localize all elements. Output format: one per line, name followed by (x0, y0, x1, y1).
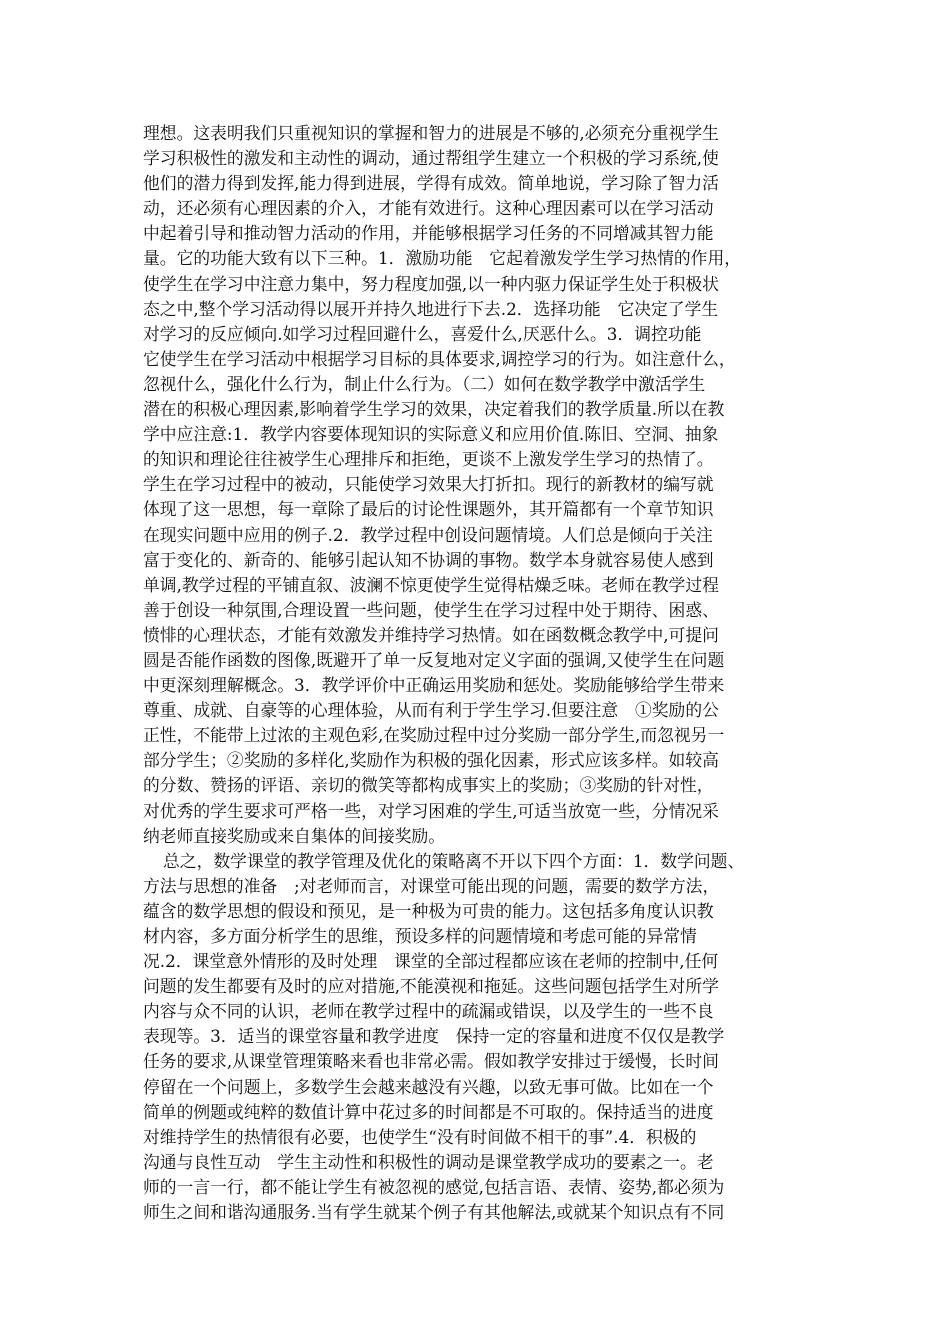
text-line: 简单的例题或纯粹的数值计算中花过多的时间都是不可取的。保持适当的进度 (143, 1101, 714, 1122)
text-line: 尊重、成就、自豪等的心理体验，从而有利于学生学习.但要注意 ①奖励的公 (143, 700, 719, 721)
text-line: 忽视什么，强化什么行为，制止什么行为。（二）如何在数学教学中激活学生 (143, 373, 706, 394)
text-line: 体现了这一思想，每一章除了最后的讨论性课题外，其开篇都有一个章节知识 (143, 499, 714, 520)
text-line: 富于变化的、新奇的、能够引起认知不协调的事物。数学本身就容易使人感到 (143, 549, 714, 570)
text-line: 问题的发生都要有及时的应对措施,不能漠视和拖延。这些问题包括学生对所学 (143, 976, 719, 997)
text-line: 愤悱的心理状态，才能有效激发并维持学习热情。如在函数概念教学中,可提问 (143, 624, 719, 645)
text-line: 况.2．课堂意外情形的及时处理 课堂的全部过程都应该在老师的控制中,任何 (143, 951, 719, 972)
paragraph (143, 849, 823, 1225)
text-line: 动，还必须有心理因素的介入，才能有效进行。这种心理因素可以在学习活动 (143, 198, 714, 219)
text-line: 正性，不能带上过浓的主观色彩,在奖励过程中过分奖励一部分学生,而忽视另一 (143, 725, 725, 746)
text-line: 单调,教学过程的平铺直叙、波澜不惊更使学生觉得枯燥乏味。老师在教学过程 (143, 574, 719, 595)
text-line: 纳老师直接奖励或来自集体的间接奖励。 (143, 825, 446, 846)
text-line: 任务的要求,从课堂管理策略来看也非常必需。假如教学安排过于缓慢，长时间 (143, 1051, 719, 1072)
text-line: 中更深刻理解概念。3．教学评价中正确运用奖励和惩处。奖励能够给学生带来 (143, 675, 725, 696)
text-line: 材内容，多方面分析学生的思维，预设多样的问题情境和考虑可能的异常情 (143, 926, 697, 946)
text-line: 学习积极性的激发和主动性的调动，通过帮组学生建立一个积极的学习系统,使 (143, 148, 719, 169)
text-line: 内容与众不同的认识，老师在教学过程中的疏漏或错误，以及学生的一些不良 (143, 1001, 714, 1022)
text-line: 潜在的积极心理因素,影响着学生学习的效果，决定着我们的教学质量.所以在教 (143, 399, 725, 420)
text-line: 停留在一个问题上，多数学生会越来越没有兴趣，以致无事可做。比如在一个 (143, 1076, 714, 1097)
text-line: 师生之间和谐沟通服务.当有学生就某个例子有其他解法,或就某个知识点有不同 (143, 1202, 725, 1223)
text-line: 在现实问题中应用的例子.2．教学过程中创设问题情境。人们总是倾向于关注 (143, 524, 713, 545)
text-line: 中起着引导和推动智力活动的作用，并能够根据学习任务的不同增减其智力能 (143, 223, 714, 244)
text-line: 的分数、赞扬的评语、亲切的微笑等都构成事实上的奖励；③奖励的针对性， (143, 775, 714, 796)
text-line: 学中应注意:1．教学内容要体现知识的实际意义和应用价值.陈旧、空洞、抽象 (143, 424, 719, 445)
text-line: 态之中,整个学习活动得以展开并持久地进行下去.2．选择功能 它决定了学生 (143, 298, 719, 319)
text-line: 对学习的反应倾向.如学习过程回避什么，喜爱什么,厌恶什么。3．调控功能 (143, 323, 702, 344)
text-line: 总之，数学课堂的教学管理及优化的策略离不开以下四个方面：1．数学问题、 (163, 850, 745, 871)
paragraph (143, 121, 823, 849)
text-line: 学生在学习过程中的被动，只能使学习效果大打折扣。现行的新教材的编写就 (143, 474, 714, 495)
text-line: 量。它的功能大致有以下三种。1．激励功能 它起着激发学生学习热情的作用， (143, 248, 742, 269)
text-line: 他们的潜力得到发挥,能力得到进展，学得有成效。简单地说，学习除了智力活 (143, 173, 719, 194)
text-line: 方法与思想的准备 ;对老师而言，对课堂可能出现的问题，需要的数学方法， (143, 875, 720, 896)
text-line: 对维持学生的热情很有必要，也使学生“没有时间做不相干的事”.4．积极的 (143, 1126, 697, 1147)
text-line: 的知识和理论往往被学生心理排斥和拒绝，更谈不上激发学生学习的热情了。 (143, 449, 714, 470)
text-line: 部分学生；②奖励的多样化,奖励作为积极的强化因素，形式应该多样。如较高 (143, 750, 719, 771)
text-line: 蕴含的数学思想的假设和预见，是一种极为可贵的能力。这包括多角度认识教 (143, 900, 714, 921)
text-line: 师的一言一行，都不能让学生有被忽视的感觉,包括言语、表情、姿势,都必须为 (143, 1176, 725, 1197)
text-line: 使学生在学习中注意力集中，努力程度加强,以一种内驱力保证学生处于积极状 (143, 273, 719, 294)
text-line: 对优秀的学生要求可严格一些，对学习困难的学生,可适当放宽一些，分情况采 (143, 800, 719, 821)
text-line: 理想。这表明我们只重视知识的掌握和智力的进展是不够的,必须充分重视学生 (143, 123, 719, 143)
text-line: 善于创设一种氛围,合理设置一些问题，使学生在学习过程中处于期待、困惑、 (143, 599, 719, 620)
text-line: 表现等。3．适当的课堂容量和教学进度 保持一定的容量和进度不仅仅是教学 (143, 1026, 725, 1047)
body-text (143, 121, 823, 1225)
text-line: 沟通与良性互动 学生主动性和积极性的调动是课堂教学成功的要素之一。老 (143, 1151, 714, 1172)
text-line: 它使学生在学习活动中根据学习目标的具体要求,调控学习的行为。如注意什么， (143, 348, 736, 369)
text-line: 圆是否能作函数的图像,既避开了单一反复地对定义字面的强调,又使学生在问题 (143, 649, 725, 670)
